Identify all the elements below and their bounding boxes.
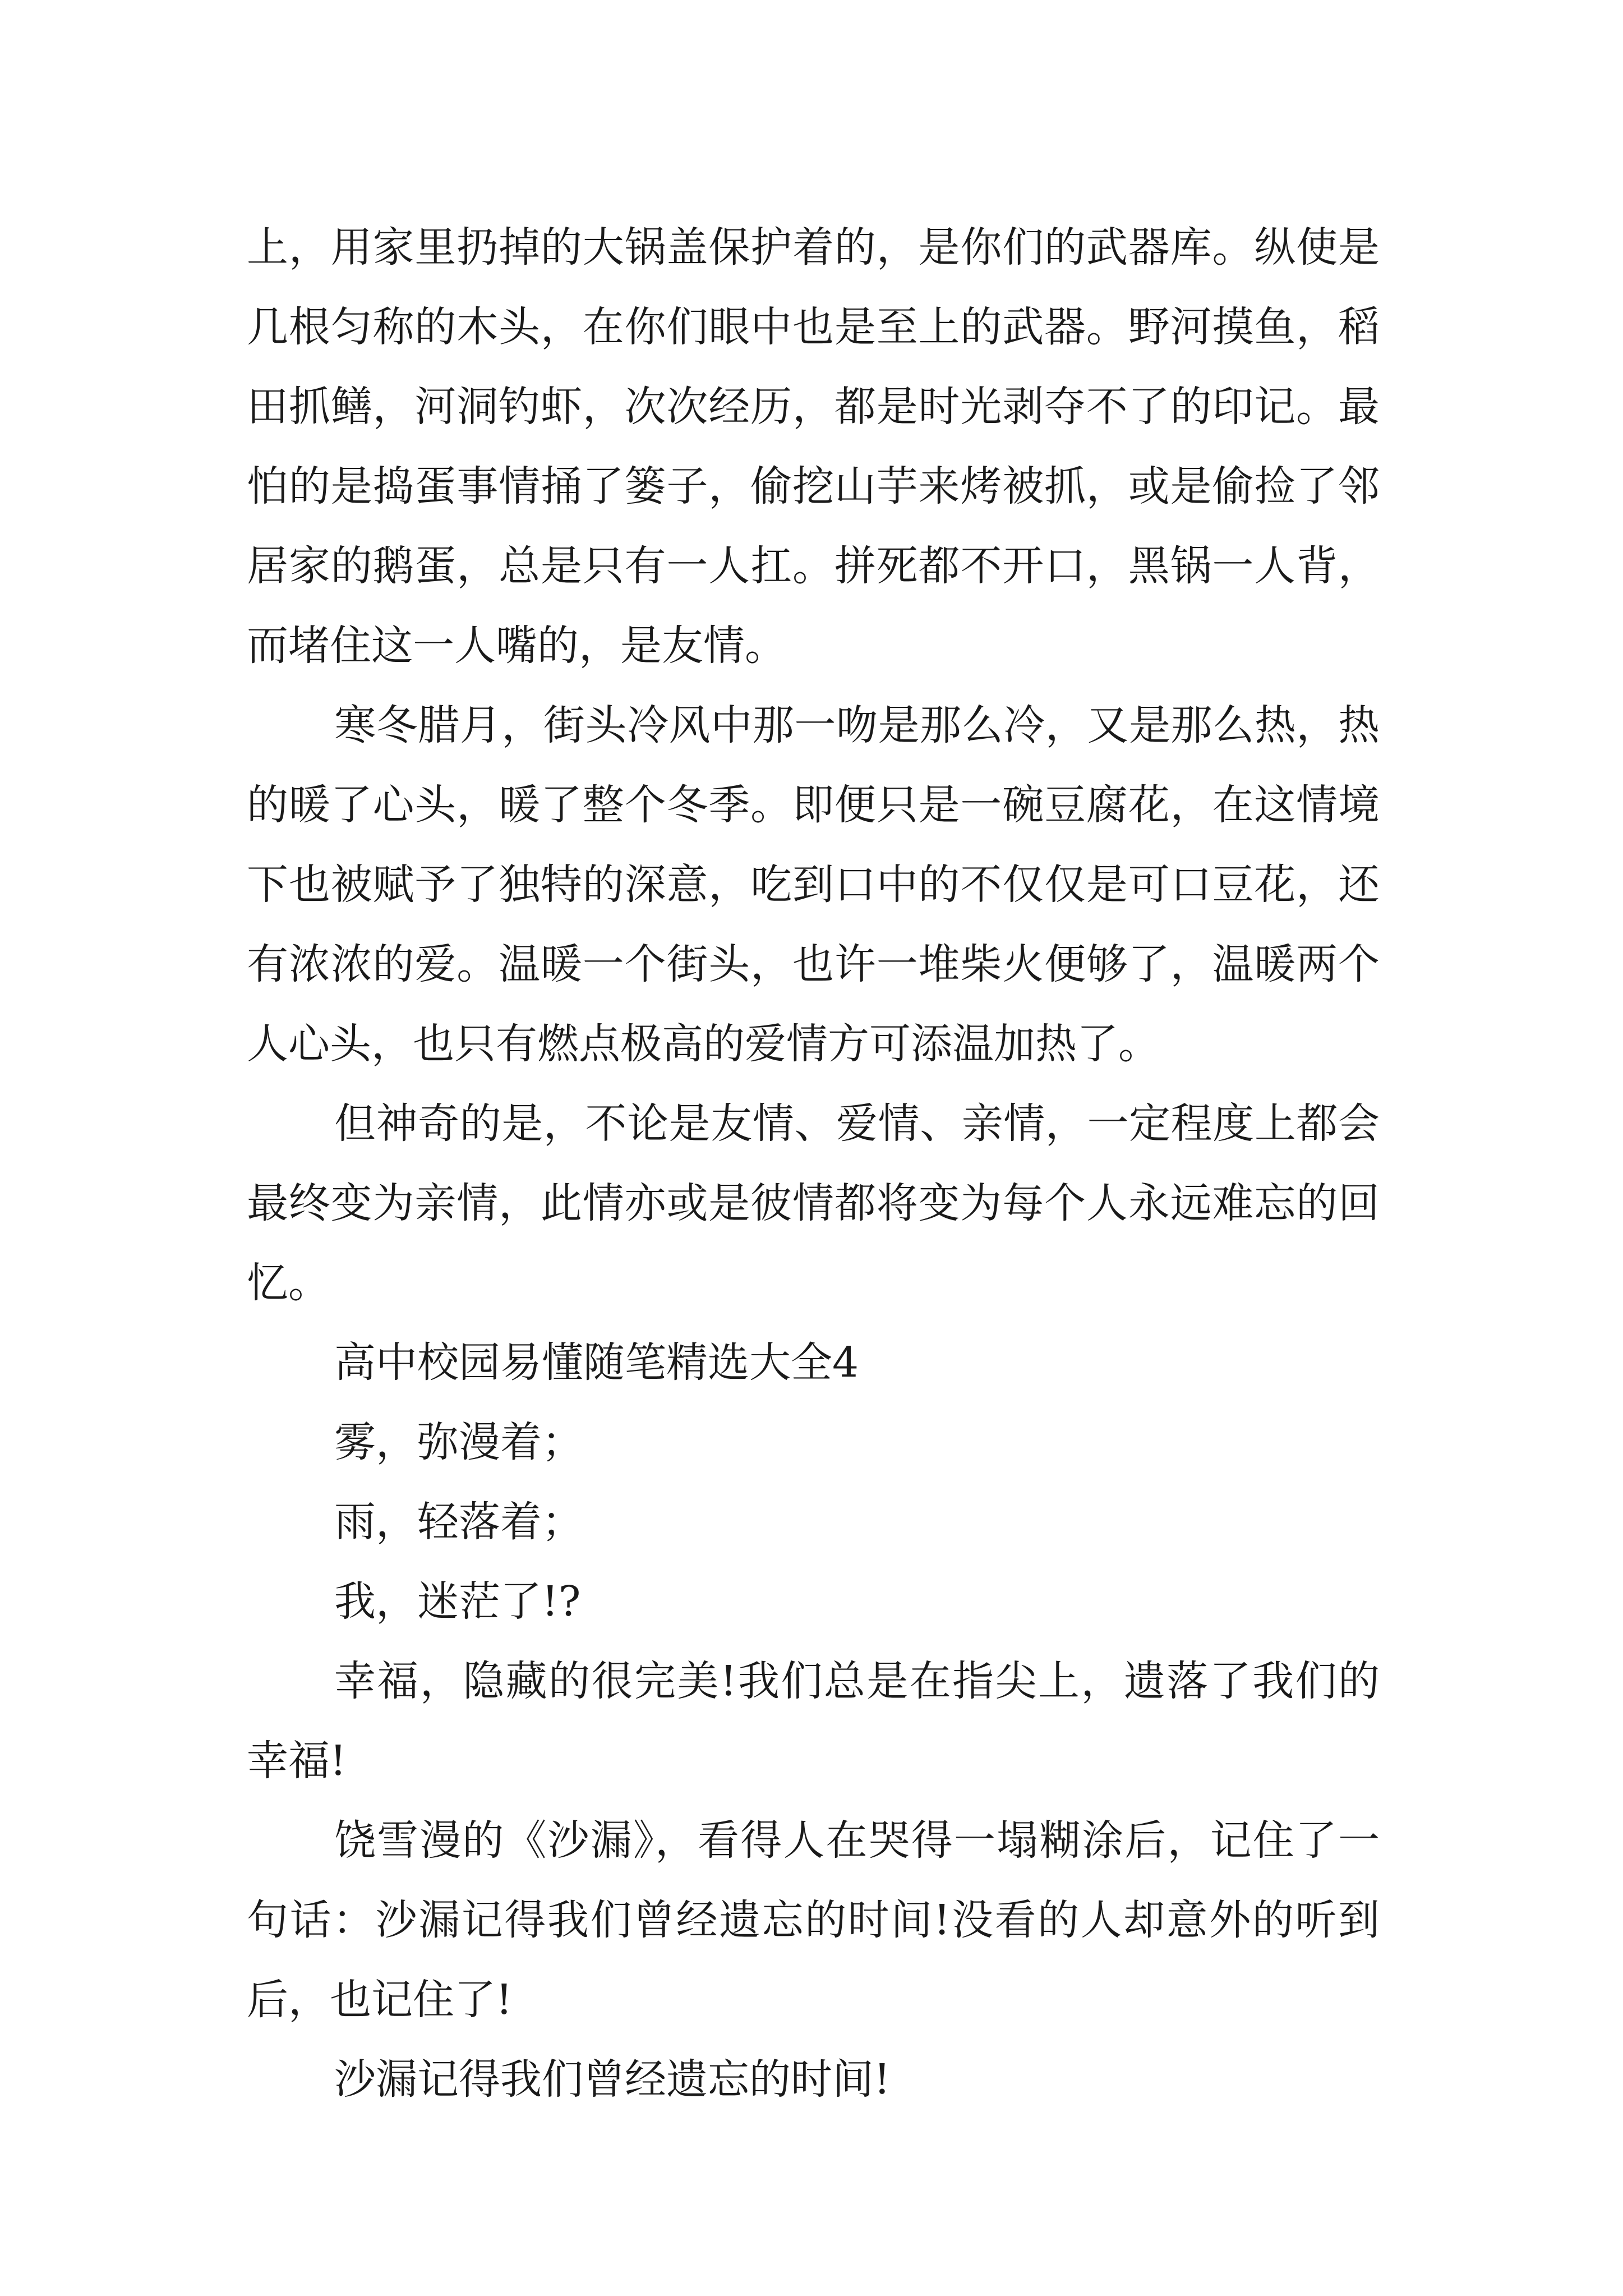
paragraph-2: 寒冬腊月，街头冷风中那一吻是那么冷，又是那么热，热的暖了心头，暖了整个冬季。即便只是一碗豆腐花，在这情境下也被赋予了独特的深意，吃到口中的不仅仅是可口豆花，还有浓浓的爱。温暖一个街头，也许一堆柴火便够了，温暖两个人心头，也只有燃点极高的爱情方可添温加热了。 — [247, 701, 1380, 1068]
paragraph-1: 上，用家里扔掉的大锅盖保护着的，是你们的武器库。纵使是几根匀称的木头，在你们眼中也是至上的武器。野河摸鱼，稻田抓鳝，河洞钓虾，次次经历，都是时光剥夺不了的印记。最怕的是捣蛋事情捅了篓子，偷挖山芋来烤被抓，或是偷捡了邻居家的鹅蛋，总是只有一人扛。拼死都不开口，黑锅一人背，而堵住这一人嘴的，是友情。 — [247, 223, 1380, 670]
paragraph-3: 但神奇的是，不论是友情、爱情、亲情，一定程度上都会最终变为亲情，此情亦或是彼情都将变为每个人永远难忘的回忆。 — [247, 1099, 1380, 1307]
section-heading: 高中校园易懂随笔精选大全4 — [334, 1338, 859, 1387]
body-text — [247, 208, 1380, 2119]
paragraph-6: 我，迷茫了!? — [334, 1577, 581, 1626]
paragraph-8: 饶雪漫的《沙漏》，看得人在哭得一塌糊涂后，记住了一句话：沙漏记得我们曾经遗忘的时间!没看的人却意外的听到后，也记住了! — [247, 1816, 1380, 2024]
paragraph-9: 沙漏记得我们曾经遗忘的时间! — [334, 2055, 891, 2104]
paragraph-4: 雾，弥漫着； — [334, 1418, 583, 1466]
paragraph-5: 雨，轻落着； — [334, 1498, 583, 1546]
paragraph-7: 幸福，隐藏的很完美!我们总是在指尖上，遗落了我们的幸福! — [247, 1657, 1380, 1785]
